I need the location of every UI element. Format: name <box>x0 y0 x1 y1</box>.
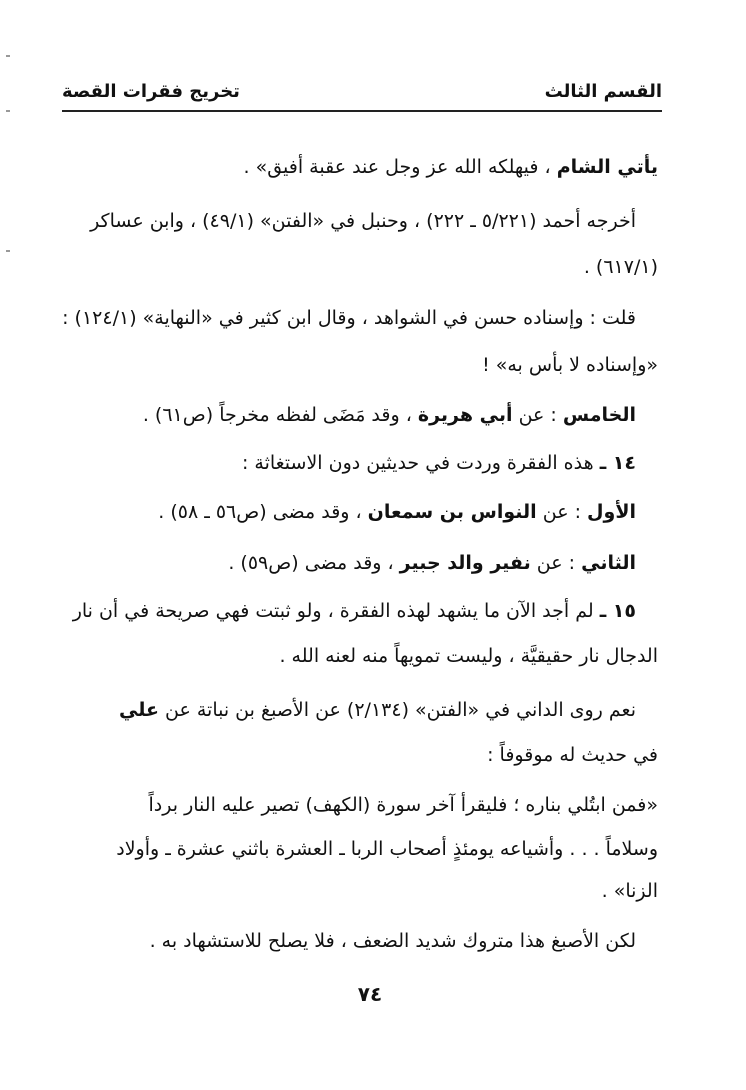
chapter-title: تخريج فقرات القصة <box>62 80 240 102</box>
text-line: أخرجه أحمد (٥/٢٢١ ـ ٢٢٢) ، وحنبل في «الفتن» (٤٩/١) ، وابن عساكر <box>90 210 636 232</box>
text-line: ١٥ ـ لم أجد الآن ما يشهد لهذه الفقرة ، ولو ثبتت فهي صريحة في أن نار <box>72 600 636 622</box>
text-line: «وإسناده لا بأس به» ! <box>482 354 658 376</box>
text-line: في حديث له موقوفاً : <box>487 744 658 766</box>
text-line: يأتي الشام ، فيهلكه الله عز وجل عند عقبة أفيق» . <box>243 156 658 178</box>
header-rule <box>62 110 662 112</box>
text-line: ١٤ ـ هذه الفقرة وردت في حديثين دون الاستغاثة : <box>241 452 636 474</box>
text-line: قلت : وإسناده حسن في الشواهد ، وقال ابن كثير في «النهاية» (١٢٤/١) : <box>62 307 636 329</box>
margin-mark <box>6 110 10 112</box>
text-line: لكن الأصبغ هذا متروك شديد الضعف ، فلا يصلح للاستشهاد به . <box>149 930 636 952</box>
page-number: ٧٤ <box>357 982 383 1006</box>
text-line: «فمن ابتُلي بناره ؛ فليقرأ آخر سورة (الكهف) تصير عليه النار برداً <box>148 794 658 816</box>
text-line: الزنا» . <box>601 880 658 902</box>
text-line: الثاني : عن نفير والد جبير ، وقد مضى (ص٥٩) . <box>228 552 636 574</box>
margin-mark <box>6 250 10 252</box>
section-title: القسم الثالث <box>544 80 662 102</box>
text-line: الخامس : عن أبي هريرة ، وقد مَضَى لفظه مخرجاً (ص٦١) . <box>142 404 636 426</box>
text-line: نعم روى الداني في «الفتن» (٢/١٣٤) عن الأصبغ بن نباتة عن علي <box>118 699 636 721</box>
text-line: وسلاماً . . . وأشياعه يومئذٍ أصحاب الربا ـ العشرة باثني عشرة ـ وأولاد <box>116 838 658 860</box>
margin-mark <box>6 55 10 57</box>
text-line: الدجال نار حقيقيَّة ، وليست تمويهاً منه لعنه الله . <box>279 645 658 667</box>
text-line: الأول : عن النواس بن سمعان ، وقد مضى (ص٥٦ ـ ٥٨) . <box>158 501 636 523</box>
running-header <box>62 76 662 106</box>
text-line: (٦١٧/١) . <box>583 256 658 278</box>
